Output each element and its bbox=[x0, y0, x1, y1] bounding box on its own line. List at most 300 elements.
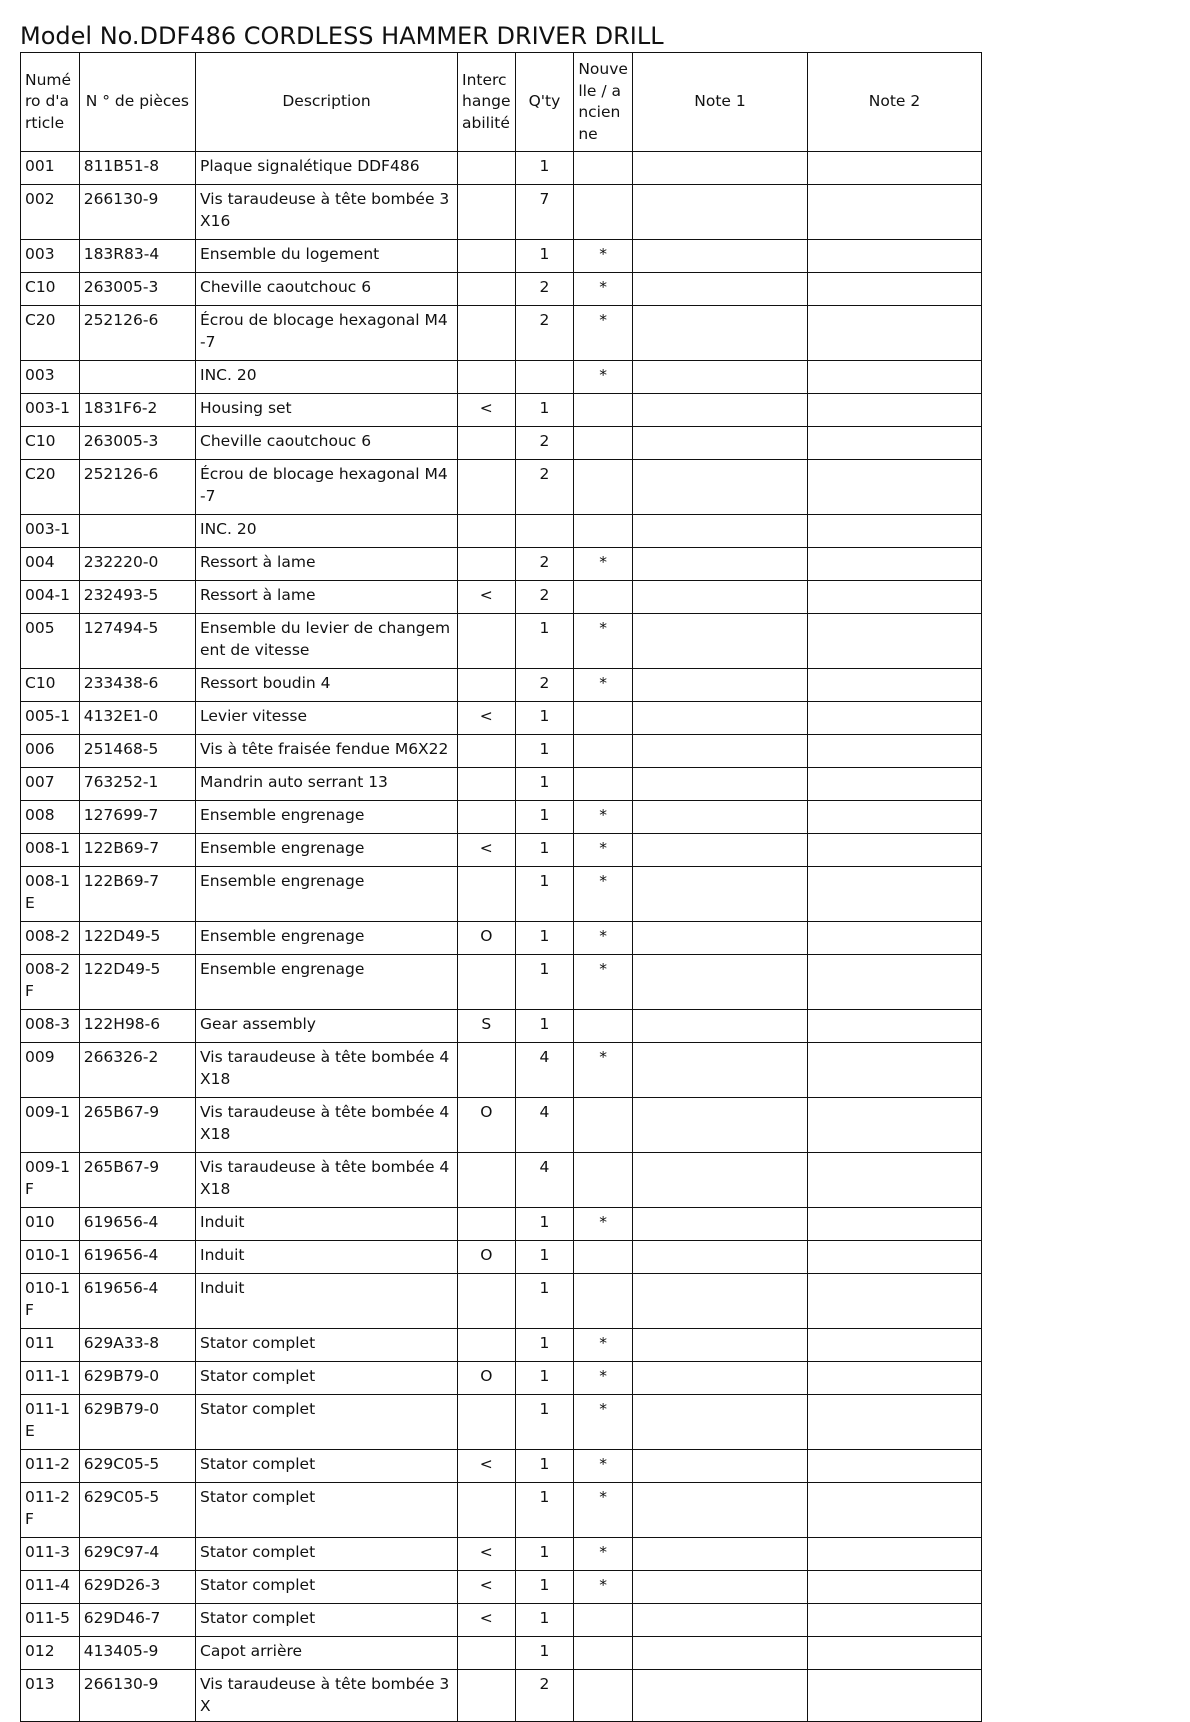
table-row bbox=[21, 1450, 982, 1483]
cell-item-number: 011-3 bbox=[21, 1538, 80, 1571]
cell-note-1 bbox=[633, 768, 808, 801]
cell-part-number: 266130-9 bbox=[79, 185, 195, 240]
cell-new-old bbox=[574, 185, 633, 240]
cell-note-2 bbox=[808, 1483, 982, 1538]
cell-quantity: 1 bbox=[515, 1208, 574, 1241]
cell-note-2 bbox=[808, 1098, 982, 1153]
cell-item-number: 005 bbox=[21, 614, 80, 669]
cell-item-number: 006 bbox=[21, 735, 80, 768]
cell-new-old: * bbox=[574, 1329, 633, 1362]
cell-quantity: 1 bbox=[515, 867, 574, 922]
cell-note-2 bbox=[808, 1450, 982, 1483]
cell-item-number: 002 bbox=[21, 185, 80, 240]
cell-note-2 bbox=[808, 702, 982, 735]
cell-interchangeability bbox=[458, 1395, 516, 1450]
cell-new-old bbox=[574, 152, 633, 185]
cell-interchangeability bbox=[458, 1637, 516, 1670]
cell-new-old: * bbox=[574, 801, 633, 834]
cell-new-old bbox=[574, 1604, 633, 1637]
cell-new-old: * bbox=[574, 1395, 633, 1450]
cell-quantity: 1 bbox=[515, 1329, 574, 1362]
cell-note-2 bbox=[808, 240, 982, 273]
cell-item-number: 011-4 bbox=[21, 1571, 80, 1604]
cell-note-1 bbox=[633, 394, 808, 427]
cell-note-1 bbox=[633, 1043, 808, 1098]
cell-note-1 bbox=[633, 1010, 808, 1043]
cell-item-number: 010-1 bbox=[21, 1241, 80, 1274]
cell-description: Ensemble engrenage bbox=[196, 801, 458, 834]
cell-new-old bbox=[574, 702, 633, 735]
cell-note-2 bbox=[808, 273, 982, 306]
cell-description: Stator complet bbox=[196, 1395, 458, 1450]
cell-quantity: 1 bbox=[515, 1450, 574, 1483]
cell-note-1 bbox=[633, 1395, 808, 1450]
cell-description: INC. 20 bbox=[196, 515, 458, 548]
cell-item-number: 008-1E bbox=[21, 867, 80, 922]
cell-item-number: 011-2 bbox=[21, 1450, 80, 1483]
cell-item-number: 008-2F bbox=[21, 955, 80, 1010]
cell-new-old bbox=[574, 1098, 633, 1153]
cell-note-2 bbox=[808, 1043, 982, 1098]
cell-item-number: 008-1 bbox=[21, 834, 80, 867]
cell-interchangeability bbox=[458, 867, 516, 922]
cell-note-2 bbox=[808, 152, 982, 185]
table-row bbox=[21, 1571, 982, 1604]
cell-item-number: 008 bbox=[21, 801, 80, 834]
cell-description: Stator complet bbox=[196, 1538, 458, 1571]
header-interchangeability: Interchangeabilité bbox=[458, 53, 516, 152]
cell-quantity: 1 bbox=[515, 1241, 574, 1274]
cell-item-number: 003-1 bbox=[21, 515, 80, 548]
cell-part-number: 1831F6-2 bbox=[79, 394, 195, 427]
table-row bbox=[21, 1395, 982, 1450]
cell-interchangeability bbox=[458, 240, 516, 273]
cell-note-2 bbox=[808, 1329, 982, 1362]
cell-item-number: 005-1 bbox=[21, 702, 80, 735]
cell-quantity: 1 bbox=[515, 1483, 574, 1538]
cell-item-number: 003-1 bbox=[21, 394, 80, 427]
cell-part-number: 619656-4 bbox=[79, 1241, 195, 1274]
cell-interchangeability: < bbox=[458, 581, 516, 614]
cell-note-2 bbox=[808, 185, 982, 240]
cell-note-1 bbox=[633, 460, 808, 515]
cell-new-old: * bbox=[574, 669, 633, 702]
cell-note-1 bbox=[633, 1098, 808, 1153]
table-row bbox=[21, 1483, 982, 1538]
cell-note-1 bbox=[633, 306, 808, 361]
cell-part-number: 763252-1 bbox=[79, 768, 195, 801]
cell-note-1 bbox=[633, 735, 808, 768]
table-row bbox=[21, 427, 982, 460]
cell-description: Stator complet bbox=[196, 1450, 458, 1483]
header-item-number: Numéro d'article bbox=[21, 53, 80, 152]
cell-interchangeability: O bbox=[458, 1362, 516, 1395]
cell-quantity: 2 bbox=[515, 669, 574, 702]
cell-item-number: C20 bbox=[21, 306, 80, 361]
cell-note-1 bbox=[633, 581, 808, 614]
cell-new-old: * bbox=[574, 955, 633, 1010]
cell-description: Induit bbox=[196, 1208, 458, 1241]
cell-item-number: 009-1 bbox=[21, 1098, 80, 1153]
cell-quantity: 4 bbox=[515, 1043, 574, 1098]
cell-quantity: 2 bbox=[515, 427, 574, 460]
table-row bbox=[21, 768, 982, 801]
cell-new-old: * bbox=[574, 361, 633, 394]
cell-part-number: 413405-9 bbox=[79, 1637, 195, 1670]
cell-quantity: 1 bbox=[515, 1010, 574, 1043]
cell-note-2 bbox=[808, 834, 982, 867]
cell-note-1 bbox=[633, 1153, 808, 1208]
cell-interchangeability bbox=[458, 735, 516, 768]
page-title: Model No.DDF486 CORDLESS HAMMER DRIVER DRILL bbox=[20, 22, 664, 50]
cell-item-number: 009 bbox=[21, 1043, 80, 1098]
cell-note-1 bbox=[633, 185, 808, 240]
cell-interchangeability bbox=[458, 1153, 516, 1208]
table-row bbox=[21, 614, 982, 669]
cell-description: Stator complet bbox=[196, 1362, 458, 1395]
cell-quantity: 2 bbox=[515, 1670, 574, 1722]
table-row bbox=[21, 515, 982, 548]
cell-description: Ensemble engrenage bbox=[196, 834, 458, 867]
cell-interchangeability bbox=[458, 185, 516, 240]
cell-item-number: 004 bbox=[21, 548, 80, 581]
cell-note-1 bbox=[633, 1362, 808, 1395]
cell-note-1 bbox=[633, 1241, 808, 1274]
cell-item-number: 013 bbox=[21, 1670, 80, 1722]
cell-item-number: 004-1 bbox=[21, 581, 80, 614]
table-row bbox=[21, 1043, 982, 1098]
cell-description: Levier vitesse bbox=[196, 702, 458, 735]
cell-quantity bbox=[515, 361, 574, 394]
cell-description: Ensemble engrenage bbox=[196, 955, 458, 1010]
cell-note-1 bbox=[633, 1208, 808, 1241]
cell-item-number: C20 bbox=[21, 460, 80, 515]
header-row bbox=[21, 53, 982, 152]
cell-interchangeability bbox=[458, 273, 516, 306]
cell-quantity: 1 bbox=[515, 1538, 574, 1571]
cell-note-1 bbox=[633, 1483, 808, 1538]
cell-new-old: * bbox=[574, 1043, 633, 1098]
cell-note-2 bbox=[808, 1670, 982, 1722]
cell-new-old: * bbox=[574, 273, 633, 306]
cell-interchangeability bbox=[458, 614, 516, 669]
cell-part-number: 232493-5 bbox=[79, 581, 195, 614]
cell-interchangeability bbox=[458, 306, 516, 361]
cell-new-old bbox=[574, 1010, 633, 1043]
cell-item-number: 012 bbox=[21, 1637, 80, 1670]
cell-part-number: 122D49-5 bbox=[79, 955, 195, 1010]
cell-new-old: * bbox=[574, 306, 633, 361]
cell-part-number: 629C05-5 bbox=[79, 1450, 195, 1483]
cell-part-number: 251468-5 bbox=[79, 735, 195, 768]
cell-description: Vis taraudeuse à tête bombée 4X18 bbox=[196, 1153, 458, 1208]
cell-part-number: 183R83-4 bbox=[79, 240, 195, 273]
cell-quantity: 1 bbox=[515, 702, 574, 735]
cell-note-1 bbox=[633, 548, 808, 581]
cell-quantity: 1 bbox=[515, 240, 574, 273]
table-row bbox=[21, 1208, 982, 1241]
cell-interchangeability: < bbox=[458, 702, 516, 735]
cell-interchangeability bbox=[458, 801, 516, 834]
cell-note-1 bbox=[633, 1450, 808, 1483]
cell-part-number: 122H98-6 bbox=[79, 1010, 195, 1043]
cell-new-old: * bbox=[574, 1538, 633, 1571]
cell-note-2 bbox=[808, 735, 982, 768]
cell-description: Ensemble du logement bbox=[196, 240, 458, 273]
cell-item-number: C10 bbox=[21, 669, 80, 702]
cell-description: Capot arrière bbox=[196, 1637, 458, 1670]
cell-item-number: 011-5 bbox=[21, 1604, 80, 1637]
cell-item-number: 010 bbox=[21, 1208, 80, 1241]
cell-item-number: 011-2F bbox=[21, 1483, 80, 1538]
cell-description: Écrou de blocage hexagonal M4-7 bbox=[196, 306, 458, 361]
cell-note-2 bbox=[808, 306, 982, 361]
cell-interchangeability: < bbox=[458, 1571, 516, 1604]
cell-part-number: 127699-7 bbox=[79, 801, 195, 834]
cell-part-number: 233438-6 bbox=[79, 669, 195, 702]
cell-description: Housing set bbox=[196, 394, 458, 427]
cell-interchangeability bbox=[458, 1483, 516, 1538]
cell-note-1 bbox=[633, 240, 808, 273]
cell-interchangeability bbox=[458, 768, 516, 801]
cell-note-2 bbox=[808, 460, 982, 515]
cell-note-2 bbox=[808, 922, 982, 955]
cell-note-1 bbox=[633, 614, 808, 669]
cell-note-2 bbox=[808, 1153, 982, 1208]
cell-description: Stator complet bbox=[196, 1329, 458, 1362]
cell-description: INC. 20 bbox=[196, 361, 458, 394]
cell-new-old bbox=[574, 1153, 633, 1208]
cell-item-number: C10 bbox=[21, 273, 80, 306]
cell-quantity: 4 bbox=[515, 1098, 574, 1153]
cell-new-old: * bbox=[574, 922, 633, 955]
cell-part-number: 265B67-9 bbox=[79, 1153, 195, 1208]
table-row bbox=[21, 1010, 982, 1043]
cell-interchangeability bbox=[458, 1670, 516, 1722]
cell-quantity: 2 bbox=[515, 581, 574, 614]
cell-part-number: 266326-2 bbox=[79, 1043, 195, 1098]
cell-description: Vis taraudeuse à tête bombée 4X18 bbox=[196, 1043, 458, 1098]
cell-interchangeability bbox=[458, 361, 516, 394]
cell-note-1 bbox=[633, 834, 808, 867]
cell-item-number: 009-1F bbox=[21, 1153, 80, 1208]
cell-note-2 bbox=[808, 801, 982, 834]
cell-interchangeability bbox=[458, 955, 516, 1010]
cell-note-1 bbox=[633, 922, 808, 955]
cell-note-1 bbox=[633, 867, 808, 922]
table-row bbox=[21, 394, 982, 427]
cell-new-old bbox=[574, 460, 633, 515]
cell-new-old: * bbox=[574, 614, 633, 669]
cell-description: Écrou de blocage hexagonal M4-7 bbox=[196, 460, 458, 515]
header-note-1: Note 1 bbox=[633, 53, 808, 152]
cell-interchangeability: < bbox=[458, 1450, 516, 1483]
parts-table bbox=[20, 52, 982, 1722]
cell-quantity: 1 bbox=[515, 1395, 574, 1450]
cell-description: Ressort à lame bbox=[196, 581, 458, 614]
cell-interchangeability bbox=[458, 427, 516, 460]
cell-note-2 bbox=[808, 768, 982, 801]
cell-note-1 bbox=[633, 955, 808, 1010]
table-row bbox=[21, 1153, 982, 1208]
cell-interchangeability: < bbox=[458, 394, 516, 427]
cell-description: Ensemble engrenage bbox=[196, 867, 458, 922]
cell-note-2 bbox=[808, 1538, 982, 1571]
cell-note-1 bbox=[633, 1274, 808, 1329]
cell-quantity: 1 bbox=[515, 1604, 574, 1637]
parts-table-body bbox=[21, 152, 982, 1722]
cell-interchangeability bbox=[458, 515, 516, 548]
cell-quantity: 1 bbox=[515, 394, 574, 427]
cell-description: Vis à tête fraisée fendue M6X22 bbox=[196, 735, 458, 768]
cell-quantity: 1 bbox=[515, 922, 574, 955]
cell-interchangeability bbox=[458, 1329, 516, 1362]
cell-new-old: * bbox=[574, 834, 633, 867]
cell-note-2 bbox=[808, 1362, 982, 1395]
cell-interchangeability bbox=[458, 548, 516, 581]
cell-description: Stator complet bbox=[196, 1483, 458, 1538]
cell-quantity: 1 bbox=[515, 834, 574, 867]
table-row bbox=[21, 306, 982, 361]
cell-new-old bbox=[574, 1241, 633, 1274]
cell-part-number: 811B51-8 bbox=[79, 152, 195, 185]
cell-note-2 bbox=[808, 361, 982, 394]
table-row bbox=[21, 460, 982, 515]
cell-description: Vis taraudeuse à tête bombée 3X bbox=[196, 1670, 458, 1722]
cell-part-number: 127494-5 bbox=[79, 614, 195, 669]
cell-new-old: * bbox=[574, 1450, 633, 1483]
cell-interchangeability: O bbox=[458, 1241, 516, 1274]
cell-quantity: 4 bbox=[515, 1153, 574, 1208]
cell-part-number: 263005-3 bbox=[79, 427, 195, 460]
cell-description: Ensemble engrenage bbox=[196, 922, 458, 955]
cell-item-number: 003 bbox=[21, 240, 80, 273]
table-row bbox=[21, 669, 982, 702]
cell-new-old bbox=[574, 1274, 633, 1329]
cell-description: Gear assembly bbox=[196, 1010, 458, 1043]
cell-part-number: 266130-9 bbox=[79, 1670, 195, 1722]
cell-item-number: 010-1F bbox=[21, 1274, 80, 1329]
cell-note-1 bbox=[633, 427, 808, 460]
cell-note-2 bbox=[808, 955, 982, 1010]
cell-new-old: * bbox=[574, 1483, 633, 1538]
cell-description: Ressort boudin 4 bbox=[196, 669, 458, 702]
cell-new-old: * bbox=[574, 548, 633, 581]
table-row bbox=[21, 1362, 982, 1395]
cell-note-1 bbox=[633, 1571, 808, 1604]
cell-description: Ensemble du levier de changement de vitesse bbox=[196, 614, 458, 669]
table-row bbox=[21, 735, 982, 768]
cell-note-1 bbox=[633, 1604, 808, 1637]
cell-new-old bbox=[574, 1637, 633, 1670]
table-row bbox=[21, 1098, 982, 1153]
cell-note-2 bbox=[808, 1274, 982, 1329]
cell-quantity: 2 bbox=[515, 460, 574, 515]
cell-quantity bbox=[515, 515, 574, 548]
table-row bbox=[21, 1329, 982, 1362]
cell-part-number: 629C97-4 bbox=[79, 1538, 195, 1571]
cell-new-old bbox=[574, 581, 633, 614]
cell-part-number: 629B79-0 bbox=[79, 1395, 195, 1450]
table-row bbox=[21, 801, 982, 834]
table-row bbox=[21, 240, 982, 273]
cell-interchangeability bbox=[458, 152, 516, 185]
cell-interchangeability bbox=[458, 669, 516, 702]
cell-note-1 bbox=[633, 152, 808, 185]
cell-part-number: 252126-6 bbox=[79, 460, 195, 515]
cell-interchangeability: < bbox=[458, 1604, 516, 1637]
cell-quantity: 7 bbox=[515, 185, 574, 240]
cell-note-2 bbox=[808, 548, 982, 581]
cell-note-1 bbox=[633, 1538, 808, 1571]
cell-part-number: 629D46-7 bbox=[79, 1604, 195, 1637]
table-row bbox=[21, 152, 982, 185]
cell-note-1 bbox=[633, 801, 808, 834]
cell-note-1 bbox=[633, 361, 808, 394]
cell-part-number: 263005-3 bbox=[79, 273, 195, 306]
cell-note-2 bbox=[808, 1637, 982, 1670]
cell-part-number: 252126-6 bbox=[79, 306, 195, 361]
cell-note-2 bbox=[808, 614, 982, 669]
cell-note-2 bbox=[808, 1208, 982, 1241]
cell-description: Induit bbox=[196, 1274, 458, 1329]
cell-item-number: 011-1E bbox=[21, 1395, 80, 1450]
cell-quantity: 1 bbox=[515, 955, 574, 1010]
cell-item-number: 001 bbox=[21, 152, 80, 185]
cell-description: Stator complet bbox=[196, 1571, 458, 1604]
cell-item-number: 011 bbox=[21, 1329, 80, 1362]
cell-new-old bbox=[574, 394, 633, 427]
cell-quantity: 2 bbox=[515, 548, 574, 581]
cell-part-number: 629A33-8 bbox=[79, 1329, 195, 1362]
cell-description: Cheville caoutchouc 6 bbox=[196, 427, 458, 460]
table-row bbox=[21, 1241, 982, 1274]
table-row bbox=[21, 185, 982, 240]
cell-item-number: 011-1 bbox=[21, 1362, 80, 1395]
cell-description: Vis taraudeuse à tête bombée 3X16 bbox=[196, 185, 458, 240]
cell-new-old: * bbox=[574, 1208, 633, 1241]
table-row bbox=[21, 1670, 982, 1722]
cell-item-number: 008-3 bbox=[21, 1010, 80, 1043]
cell-item-number: 008-2 bbox=[21, 922, 80, 955]
cell-interchangeability bbox=[458, 1208, 516, 1241]
table-row bbox=[21, 361, 982, 394]
table-row bbox=[21, 702, 982, 735]
cell-interchangeability bbox=[458, 460, 516, 515]
cell-part-number: 4132E1-0 bbox=[79, 702, 195, 735]
header-new-old: Nouvelle / ancienne bbox=[574, 53, 633, 152]
table-row bbox=[21, 273, 982, 306]
cell-new-old: * bbox=[574, 1362, 633, 1395]
cell-note-2 bbox=[808, 581, 982, 614]
cell-part-number: 629C05-5 bbox=[79, 1483, 195, 1538]
table-row bbox=[21, 1637, 982, 1670]
cell-note-2 bbox=[808, 515, 982, 548]
table-row bbox=[21, 1274, 982, 1329]
cell-quantity: 1 bbox=[515, 1362, 574, 1395]
table-row bbox=[21, 834, 982, 867]
cell-quantity: 1 bbox=[515, 1637, 574, 1670]
table-row bbox=[21, 922, 982, 955]
cell-part-number: 619656-4 bbox=[79, 1274, 195, 1329]
header-description: Description bbox=[196, 53, 458, 152]
cell-part-number bbox=[79, 515, 195, 548]
cell-note-1 bbox=[633, 1637, 808, 1670]
cell-note-2 bbox=[808, 1241, 982, 1274]
table-row bbox=[21, 955, 982, 1010]
cell-item-number: C10 bbox=[21, 427, 80, 460]
cell-note-1 bbox=[633, 702, 808, 735]
